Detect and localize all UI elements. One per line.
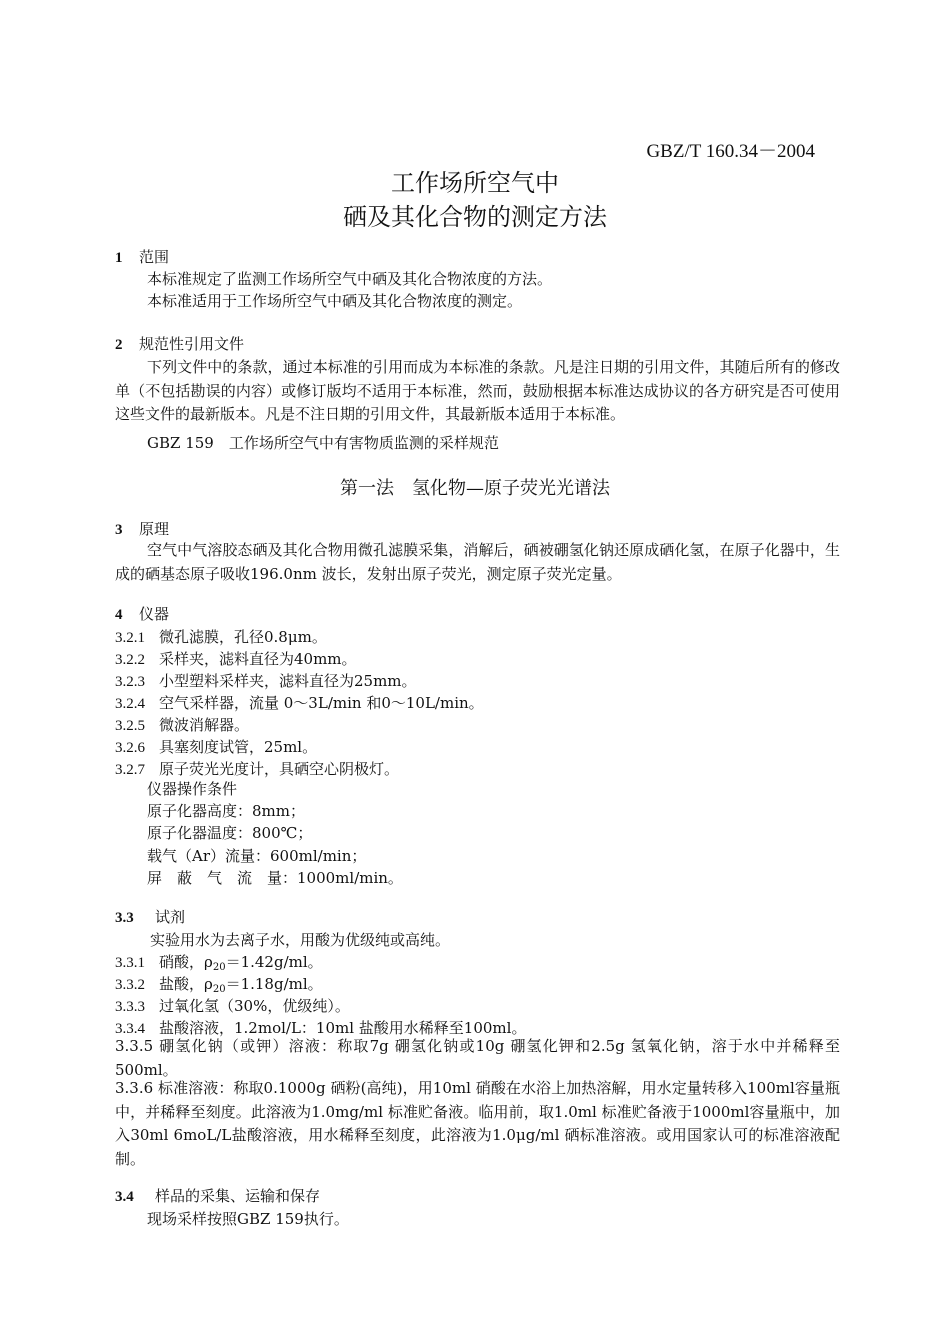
item-text: 采样夹，滤料直径为40mm。 (159, 650, 357, 668)
list-item (115, 758, 399, 779)
section-number: 3.4 (115, 1189, 134, 1205)
item-text: 盐酸，ρ (159, 975, 213, 993)
item-text: 盐酸溶液，1.2mol/L：10ml 盐酸用水稀释至100ml。 (159, 1019, 527, 1037)
document-title-line2: 硒及其化合物的测定方法 (343, 203, 607, 231)
item-text: 过氧化氢（30%，优级纯）。 (159, 997, 350, 1015)
condition-line: 原子化器高度：8mm； (147, 802, 305, 820)
reference-item: GBZ 159 工作场所空气中有害物质监测的采样规范 (147, 434, 499, 452)
section-title: 规范性引用文件 (139, 335, 245, 353)
list-item (115, 951, 323, 973)
document-title-line1: 工作场所空气中 (391, 169, 559, 197)
section-number: 2 (115, 337, 123, 353)
item-number: 3.3.4 (115, 1021, 145, 1037)
item-text: ＝1.42g/ml。 (225, 953, 323, 971)
section-number: 3.3 (115, 910, 134, 926)
section-2-heading (115, 333, 244, 354)
section-number: 3 (115, 522, 123, 538)
item-number: 3.2.7 (115, 762, 145, 778)
list-item (115, 626, 327, 647)
condition-line: 原子化器温度：800℃； (147, 824, 313, 842)
section-4-heading (115, 603, 169, 624)
item-text: 具塞刻度试管，25ml。 (159, 738, 318, 756)
section-1-heading (115, 246, 169, 267)
item-text: 硝酸，ρ (159, 953, 213, 971)
paragraph: 现场采样按照GBZ 159执行。 (147, 1210, 349, 1228)
list-item (115, 648, 357, 669)
paragraph: 本标准规定了监测工作场所空气中硒及其化合物浓度的方法。 (147, 270, 553, 288)
item-number: 3.2.6 (115, 740, 145, 756)
section-3-4-heading (115, 1185, 320, 1206)
item-number: 3.2.2 (115, 652, 145, 668)
item-number: 3.2.4 (115, 696, 145, 712)
condition-line: 载气（Ar）流量：600ml/min； (147, 847, 367, 865)
section-title: 仪器 (139, 605, 170, 623)
item-text: ＝1.18g/ml。 (225, 975, 323, 993)
item-number: 3.3.3 (115, 999, 145, 1015)
item-number: 3.2.3 (115, 674, 145, 690)
item-number: 3.3.1 (115, 955, 145, 971)
section-title: 范围 (139, 248, 170, 266)
section-number: 4 (115, 607, 123, 623)
list-item: 3.3.5 硼氢化钠（或钾）溶液：称取7g 硼氢化钠或10g 硼氢化钾和2.5g 氢氧化钠，溶于水中并稀释至500ml。 (115, 1037, 840, 1079)
item-text: 微孔滤膜，孔径0.8μm。 (159, 628, 327, 646)
paragraph: 空气中气溶胶态硒及其化合物用微孔滤膜采集，消解后，硒被硼氢化钠还原成硒化氢，在原子化器中，生成的硒基态原子吸收196.0nm 波长，发射出原子荧光，测定原子荧光定量。 (115, 541, 840, 583)
section-title: 样品的采集、运输和保存 (155, 1187, 321, 1205)
subscript: 20 (212, 962, 226, 973)
item-number: 3.2.1 (115, 630, 145, 646)
list-item (115, 995, 350, 1016)
condition-line: 仪器操作条件 (147, 780, 238, 798)
method-title: 第一法 氢化物—原子荧光光谱法 (340, 478, 610, 499)
list-item (115, 714, 249, 735)
section-number: 1 (115, 250, 123, 266)
list-item (115, 973, 323, 995)
section-title: 原理 (139, 520, 170, 538)
list-item (115, 692, 484, 713)
section-title: 试剂 (155, 908, 186, 926)
item-text: 微波消解器。 (159, 716, 250, 734)
subscript: 20 (212, 984, 226, 995)
section-3-heading (115, 518, 169, 539)
list-item: 3.3.6 标准溶液：称取0.1000g 硒粉(高纯)，用10ml 硝酸在水浴上加热溶解，用水定量转移入100ml容量瓶中，并稀释至刻度。此溶液为1.0mg/ml 标准贮备液。临用前，取1.0ml 标准贮备液于1000ml容量瓶中，加入30ml 6moL/L盐酸溶液，用水稀释至刻度，此溶液为1.0μg/ml 硒标准溶液。或用国家认可的标准溶液配制。 (115, 1079, 840, 1168)
condition-line: 屏 蔽 气 流 量：1000ml/min。 (147, 869, 403, 887)
section-3-3-heading (115, 906, 185, 927)
paragraph: 下列文件中的条款，通过本标准的引用而成为本标准的条款。凡是注日期的引用文件，其随后所有的修改单（不包括勘误的内容）或修订版均不适用于本标准，然而，鼓励根据本标准达成协议的各方研究是否可使用这些文件的最新版本。凡是不注日期的引用文件，其最新版本适用于本标准。 (115, 358, 840, 423)
paragraph: 本标准适用于工作场所空气中硒及其化合物浓度的测定。 (147, 292, 523, 310)
item-text: 原子荧光光度计，具硒空心阴极灯。 (159, 760, 400, 778)
item-number: 3.2.5 (115, 718, 145, 734)
list-item (115, 670, 417, 691)
list-item (115, 736, 317, 757)
item-text: 小型塑料采样夹，滤料直径为25mm。 (159, 672, 417, 690)
standard-number: GBZ/T 160.34－2004 (646, 141, 815, 162)
item-text: 空气采样器，流量 0～3L/min 和0～10L/min。 (159, 694, 484, 712)
item-number: 3.3.2 (115, 977, 145, 993)
paragraph: 实验用水为去离子水，用酸为优级纯或高纯。 (150, 931, 451, 949)
